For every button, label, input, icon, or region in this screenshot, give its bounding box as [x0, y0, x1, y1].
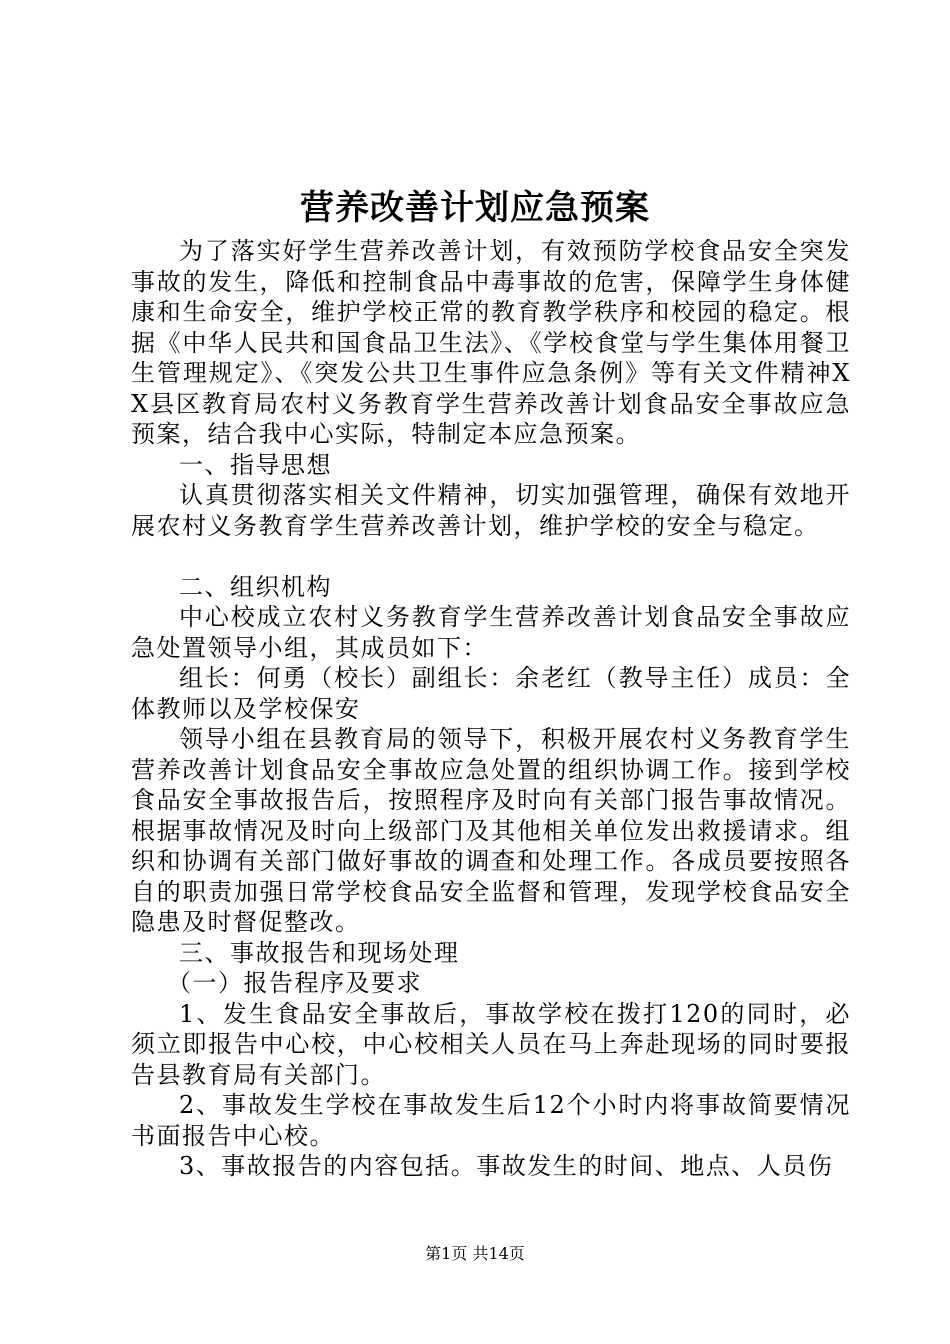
sub-heading-reporting-procedure: （一）报告程序及要求 — [167, 969, 422, 997]
intro-paragraph: 为了落实好学生营养改善计划，有效预防学校食品安全突发事故的发生，降低和控制食品中毒事故的危害，保障学生身体健康和生命安全，维护学校正常的教育教学秩序和校园的稳定。根据《中华人民共和国食品卫生法》、《学校食堂与学生集体用餐卫生管理规定》、《突发公共卫生事件应急条例》等有关文件精神XX县区教育局农村义务教育学生营养改善计划食品安全事故应急预案，结合我中心实际，特制定本应急预案。 — [131, 237, 851, 448]
list-item-report-1: 1、发生食品安全事故后，事故学校在拨打120的同时，必须立即报告中心校，中心校相关人员在马上奔赴现场的同时要报告县教育局有关部门。 — [131, 999, 851, 1089]
section-paragraph-organization-duties: 领导小组在县教育局的领导下，积极开展农村义务教育学生营养改善计划食品安全事故应急处置的组织协调工作。接到学校食品安全事故报告后，按照程序及时向有关部门报告事故情况。根据事故情况及时向上级部门及其他相关单位发出救援请求。组织和协调有关部门做好事故的调查和处理工作。各成员要按照各自的职责加强日常学校食品安全监督和管理，发现学校食品安全隐患及时督促整改。 — [131, 725, 851, 936]
section-heading-guiding-ideology: 一、指导思想 — [179, 450, 332, 479]
list-item-report-3: 3、事故报告的内容包括。事故发生的时间、地点、人员伤 — [179, 1152, 834, 1180]
section-heading-incident-reporting: 三、事故报告和现场处理 — [179, 938, 460, 967]
document-body — [131, 236, 851, 1182]
list-item-report-2: 2、事故发生学校在事故发生后12个小时内将事故简要情况书面报告中心校。 — [131, 1091, 851, 1150]
section-paragraph-organization-intro: 中心校成立农村义务教育学生营养改善计划食品安全事故应急处置领导小组，其成员如下： — [131, 603, 851, 662]
page-footer: 第1页 共14页 — [425, 1244, 525, 1263]
document-title: 营养改善计划应急预案 — [300, 188, 650, 228]
section-paragraph-guiding-ideology: 认真贯彻落实相关文件精神，切实加强管理，确保有效地开展农村义务教育学生营养改善计划，维护学校的安全与稳定。 — [131, 481, 851, 540]
paragraph-gap — [131, 541, 851, 572]
section-paragraph-organization-members: 组长：何勇（校长）副组长：余老红（教导主任）成员：全体教师以及学校保安 — [131, 664, 851, 723]
section-heading-organization: 二、组织机构 — [179, 572, 332, 601]
